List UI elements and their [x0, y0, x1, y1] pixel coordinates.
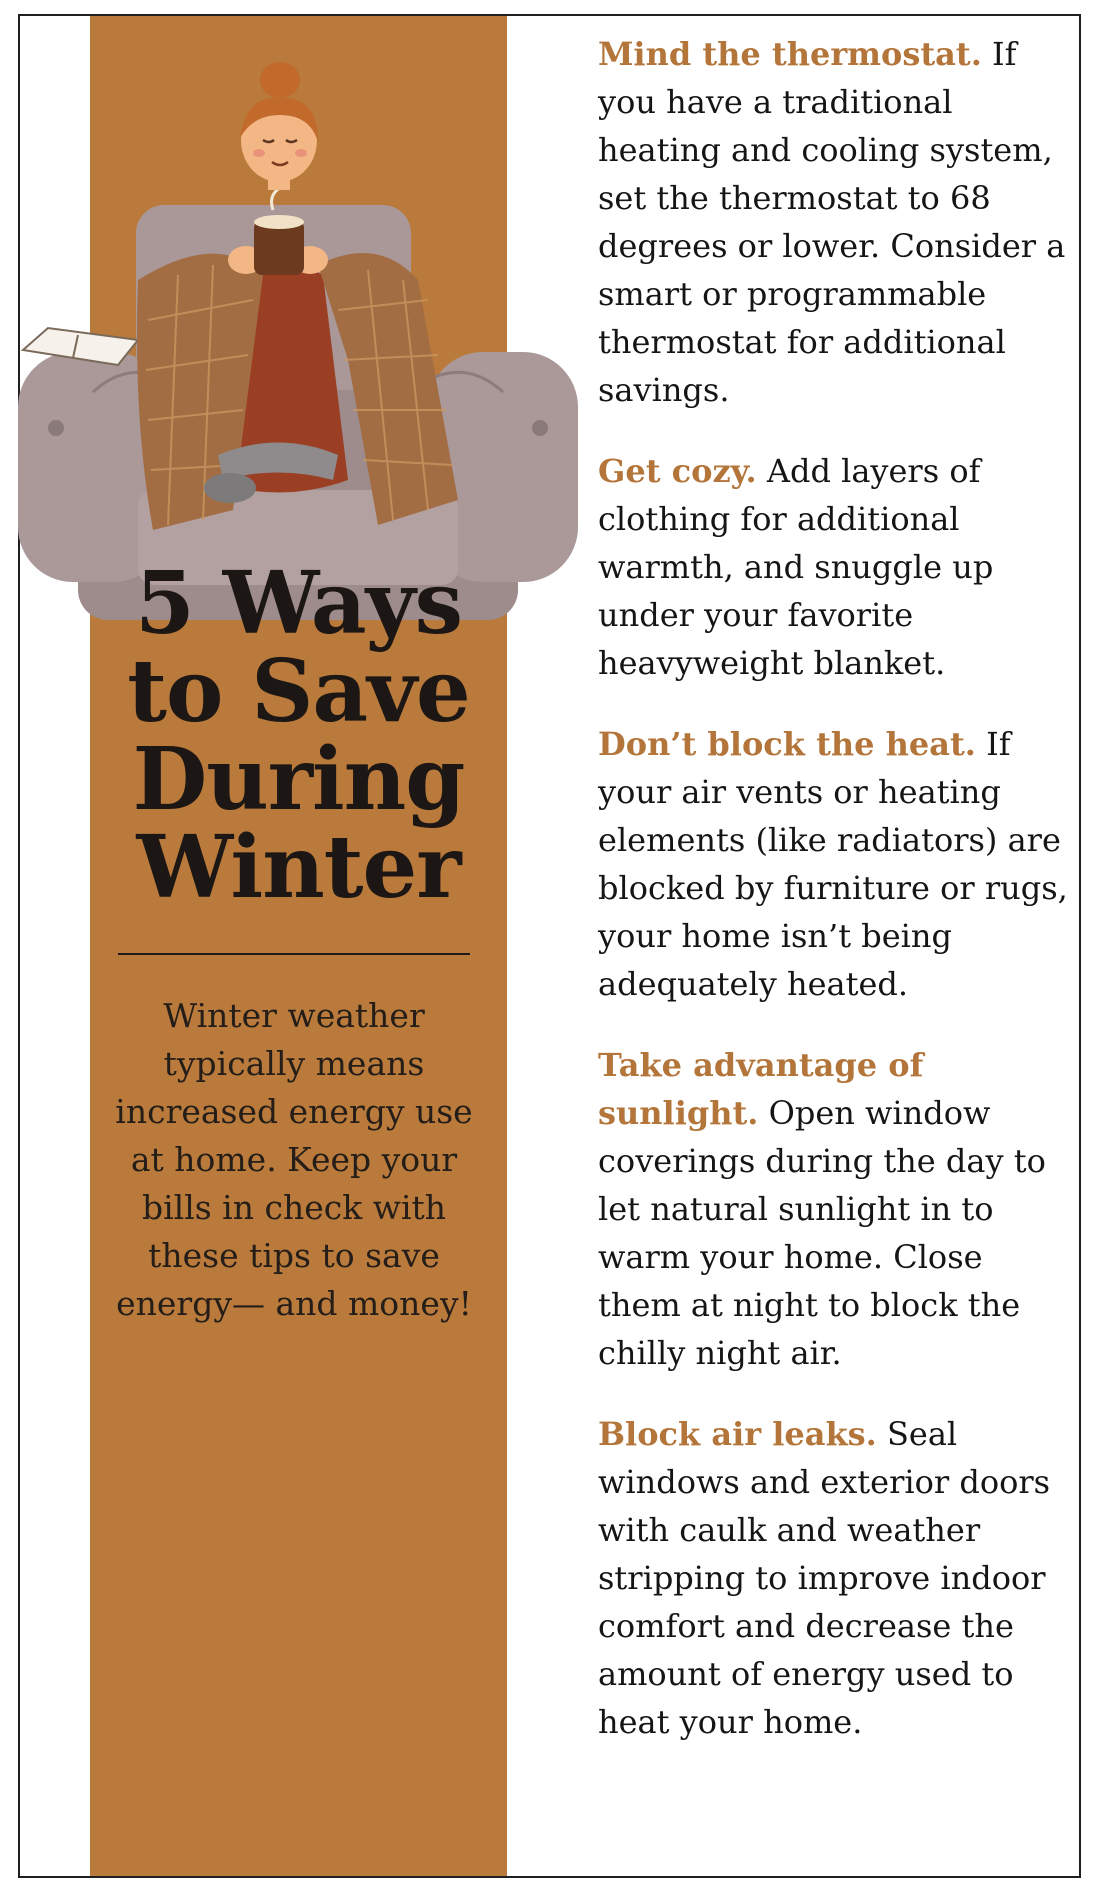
tip-heading: Don’t block the heat. — [598, 725, 976, 763]
tips-list — [598, 30, 1068, 1779]
tip-text: If your air vents or heating elements (like radiators) are blocked by furniture or rugs, your home isn’t being adequately heated. — [598, 725, 1068, 1003]
tip-heading: Mind the thermostat. — [598, 35, 982, 73]
book-icon — [23, 328, 138, 365]
tip-text: Seal windows and exterior doors with caulk and weather stripping to improve indoor comfort and decrease the amount of energy used to heat your home. — [598, 1415, 1051, 1741]
intro-text: Winter weather typically means increased energy use at home. Keep your bills in check with these tips to save energy— and money! — [115, 996, 473, 1323]
tip-item — [598, 720, 1068, 1008]
tip-text: If you have a traditional heating and cooling system, set the thermostat to 68 degrees or lower. Consider a smart or programmable thermostat for additional savings. — [598, 35, 1066, 409]
tip-heading: Block air leaks. — [598, 1415, 877, 1453]
hair-bun — [260, 62, 300, 98]
tip-text: Add layers of clothing for additional warmth, and snuggle up under your favorite heavyweight blanket. — [598, 452, 994, 682]
divider — [118, 953, 470, 955]
tip-item — [598, 447, 1068, 687]
title-line: Winter — [136, 817, 461, 918]
tip-item — [598, 1410, 1068, 1746]
tip-heading: Take advantage of sunlight. — [598, 1046, 924, 1132]
tip-item — [598, 1041, 1068, 1377]
title-line: During — [132, 729, 465, 830]
tip-heading: Get cozy. — [598, 452, 757, 490]
title-line: to Save — [127, 641, 470, 742]
tip-item — [598, 30, 1068, 414]
tip-text: Open window coverings during the day to let natural sunlight in to warm your home. Close them at night to block the chilly night air. — [598, 1094, 1046, 1372]
page-title — [90, 553, 507, 918]
title-line: 5 Ways — [135, 553, 462, 654]
